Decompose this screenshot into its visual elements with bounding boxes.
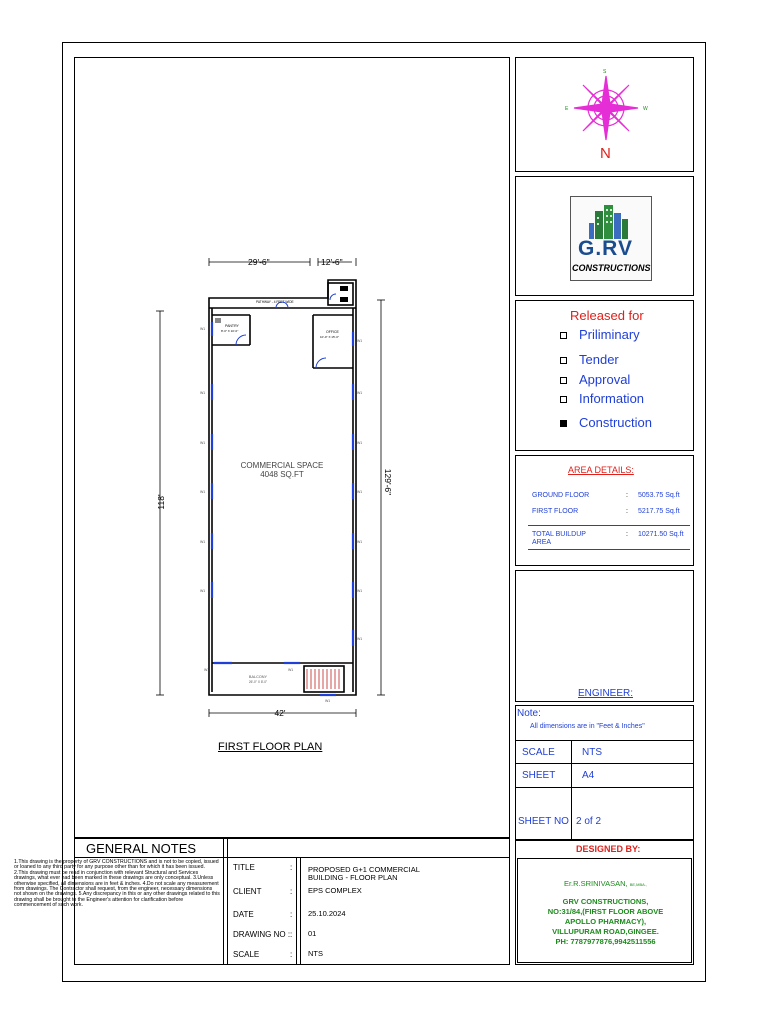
release-item-construction: Construction [560, 415, 652, 430]
designer-name: Er.R.SRINIVASAN, [563, 879, 628, 888]
balcony-size: 26'-0" X 8'-0" [248, 680, 268, 684]
window-tag: W1 [200, 589, 206, 593]
dim-left-label: 118' [156, 494, 166, 510]
area-total-label: TOTAL BUILDUP AREA [532, 531, 586, 546]
sheet-no-value: 2 of 2 [576, 816, 602, 827]
compass-w-label: W [643, 106, 648, 112]
note-text: All dimensions are in "Feet & Inches" [530, 723, 645, 730]
logo-box [515, 176, 694, 296]
general-notes-title: GENERAL NOTES [86, 841, 197, 856]
window-tag: W1 [200, 540, 206, 544]
company-logo [570, 196, 652, 281]
area-ground-value: 5053.75 Sq.ft [638, 492, 680, 499]
pantry-label: PANTRY [225, 324, 239, 328]
window-tag: W1 [357, 490, 363, 494]
area-colon: : [626, 531, 628, 538]
sheet-info-box [515, 705, 694, 840]
divider [516, 763, 693, 764]
release-checkbox [560, 357, 567, 364]
tb-date-value: 25.10.2024 [308, 909, 346, 918]
release-checkbox [560, 396, 567, 403]
note-title: Note: [517, 708, 541, 719]
office-label: OFFICE [326, 330, 339, 334]
gn-col-divider [223, 838, 224, 965]
release-checkbox [560, 377, 567, 384]
tb-col-divider [296, 857, 297, 965]
scale-label: SCALE [522, 747, 555, 758]
logo-company-name: G.RV [578, 237, 633, 260]
tb-title-value: PROPOSED G+1 COMMERCIAL BUILDING - FLOOR PLAN [308, 865, 420, 882]
window-tag: W1 [357, 589, 363, 593]
window-tag: W1 [288, 668, 294, 672]
window-tag: W1 [325, 699, 331, 703]
compass-s-label: S [603, 69, 607, 75]
area-first-value: 5217.75 Sq.ft [638, 508, 680, 515]
release-item-priliminary: Priliminary [560, 327, 640, 342]
release-checkbox-checked [560, 420, 567, 427]
divider [516, 740, 693, 741]
dim-right-label: 129'-6" [383, 468, 393, 496]
area-colon: : [626, 508, 628, 515]
window-tag: W1 [204, 668, 210, 672]
release-checkbox [560, 332, 567, 339]
release-item-tender: Tender [560, 352, 619, 367]
drawing-frame [74, 57, 510, 838]
dim-top-left-label: 29'-6" [248, 257, 270, 267]
designer-qual: BE,MBA., [629, 882, 648, 887]
release-item-information: Information [560, 391, 644, 406]
window-tag: W1 [357, 391, 363, 395]
tb-colon: : [290, 863, 293, 872]
designed-by-label: DESIGNED BY: [576, 844, 641, 854]
release-title: Released for [570, 308, 644, 323]
area-total-value: 10271.50 Sq.ft [638, 531, 684, 538]
sheet-value: A4 [582, 770, 595, 781]
tb-title-label: TITLE [233, 863, 255, 872]
tb-client-label: CLIENT [233, 887, 262, 896]
tb-drawing-no-label: DRAWING NO : [233, 930, 291, 939]
area-ground-label: GROUND FLOOR [532, 492, 590, 499]
area-divider [528, 549, 690, 550]
compass-n-label: N [600, 145, 611, 162]
window-tag: W1 [200, 441, 206, 445]
tb-drawing-no-value: 01 [308, 929, 317, 938]
area-divider [528, 525, 690, 526]
designer-address: GRV CONSTRUCTIONS, NO:31/84,(FIRST FLOOR ABOVE APOLLO PHARMACY), VILLUPURAM ROAD,GINGEE. PH: 7787977876,9942511556 [547, 897, 664, 946]
gn-divider [74, 857, 510, 858]
area-colon: : [626, 492, 628, 499]
engineer-label: ENGINEER: [578, 688, 634, 699]
tb-scale-label: SCALE [233, 950, 260, 959]
window-tag: W1 [200, 490, 206, 494]
tb-colon: : [290, 887, 293, 896]
window-tag: W1 [357, 441, 363, 445]
plan-caption: FIRST FLOOR PLAN [218, 741, 323, 753]
area-title: AREA DETAILS: [568, 465, 634, 475]
logo-sub-name: CONSTRUCTIONS [572, 263, 651, 273]
engineer-box [515, 570, 694, 702]
building-logo-icon [571, 201, 651, 241]
release-item-approval: Approval [560, 372, 630, 387]
compass-box [515, 57, 694, 172]
pantry-size: 8'-0" X 10'-0" [221, 329, 239, 333]
window-tag: W1 [357, 637, 363, 641]
col-divider [571, 740, 572, 841]
window-tag: W1 [357, 540, 363, 544]
divider [516, 787, 693, 788]
pathway-label: PATHWAY - 4 FEET WIDE [256, 300, 294, 304]
tb-colon: : [290, 930, 293, 939]
sheet-label: SHEET [522, 770, 556, 781]
scale-value: NTS [582, 747, 602, 758]
balcony-label: BALCONY [248, 675, 268, 679]
commercial-space-label: COMMERCIAL SPACE [240, 461, 324, 470]
office-size: 10'-0" X 15'-0" [320, 335, 339, 339]
window-tag: W1 [357, 339, 363, 343]
window-tag: W1 [200, 391, 206, 395]
tb-colon: : [290, 910, 293, 919]
designed-by-inner [517, 858, 692, 963]
commercial-space-area: 4048 SQ.FT [260, 470, 304, 479]
window-tag: W1 [200, 327, 206, 331]
sheet-no-label: SHEET NO [518, 816, 569, 827]
tb-col-divider [300, 857, 301, 965]
gn-col-divider [227, 838, 228, 965]
compass-e-label: E [565, 106, 569, 112]
tb-scale-value: NTS [308, 949, 323, 958]
area-details-box [515, 455, 694, 566]
tb-date-label: DATE [233, 910, 254, 919]
designer-name-line [518, 879, 693, 888]
release-status-box [515, 300, 694, 451]
general-notes-text: 1.This drawing is the property of GRV CONSTRUCTIONS and is not to be copied, issued or loaned to any third party for any purpose other than for which it has been issued. 2.This drawing must be read in conjunction with relevant Structural and Services drawings, what ever had been marked in these drawings are only conceptual. 3.Unless otherwise specified, all dimensions are in feet & inches. 4.Do not scale any measurement from drawings. The Contractor shall request, from the engineer, necessary dimensions not shown on the drawings. 5.Any discrepancy in this or any other drawings related to this drawing shall be brought to the Engineer's attention for clarification before commencement of such work. [14, 859, 220, 909]
tb-client-value: EPS COMPLEX [308, 886, 362, 895]
dim-top-right-label: 12'-6" [321, 257, 343, 267]
tb-colon: : [290, 950, 293, 959]
area-first-label: FIRST FLOOR [532, 508, 579, 515]
dim-bottom-label: 42' [274, 708, 286, 718]
